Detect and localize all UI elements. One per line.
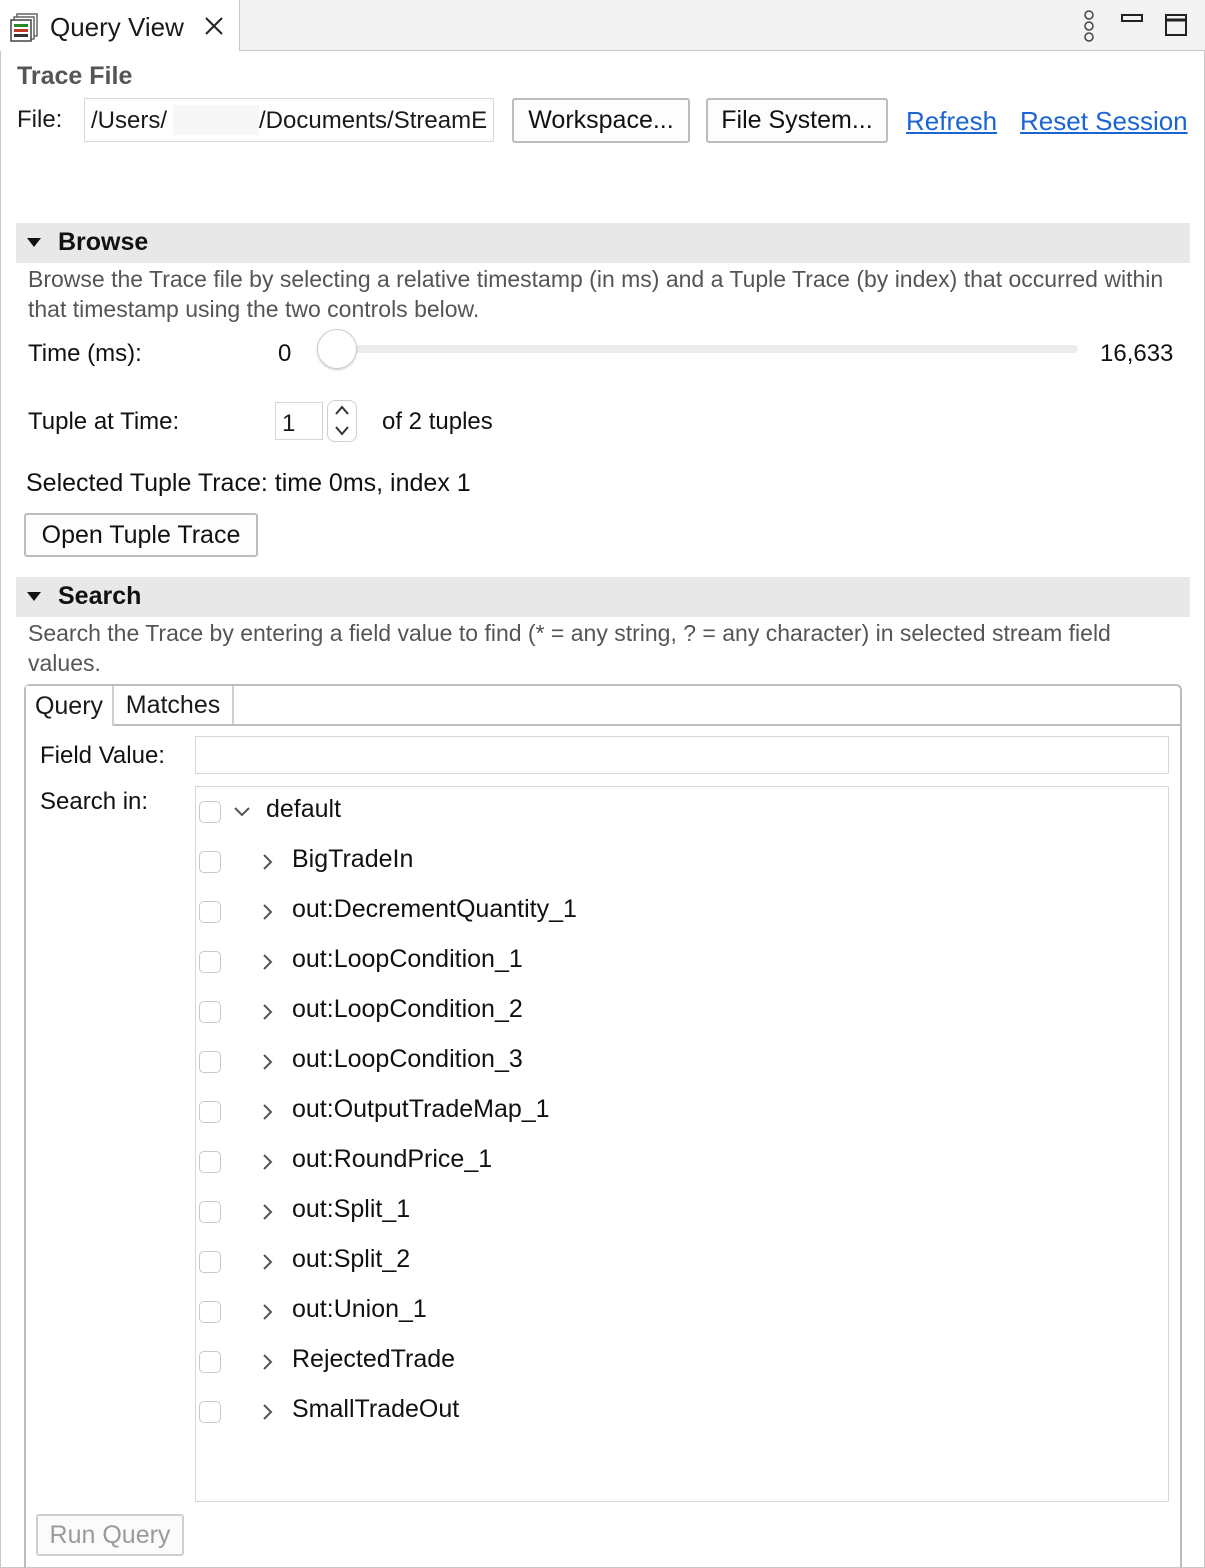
tuple-label: Tuple at Time:: [28, 408, 180, 435]
selected-tuple-text: Selected Tuple Trace: time 0ms, index 1: [26, 469, 471, 497]
tree-item[interactable]: [196, 1189, 1156, 1239]
tuple-index-input[interactable]: [275, 402, 323, 440]
tree-checkbox[interactable]: [199, 1101, 221, 1123]
search-section-header[interactable]: [16, 577, 1190, 617]
tree-item[interactable]: [196, 1039, 1156, 1089]
chevron-right-icon[interactable]: [258, 1102, 278, 1122]
tree-checkbox[interactable]: [199, 901, 221, 923]
close-icon[interactable]: [202, 14, 226, 38]
maximize-icon[interactable]: [1164, 13, 1188, 37]
tree-label: out:OutputTradeMap_1: [292, 1095, 550, 1123]
trace-file-heading: Trace File: [17, 62, 133, 90]
file-system-button[interactable]: File System...: [706, 98, 888, 143]
tree-item[interactable]: [196, 1139, 1156, 1189]
query-view-tab[interactable]: [0, 0, 240, 51]
tuple-index-stepper[interactable]: [327, 400, 357, 442]
tree-checkbox[interactable]: [199, 1251, 221, 1273]
field-value-label: Field Value:: [40, 742, 165, 769]
tree-checkbox[interactable]: [199, 1051, 221, 1073]
tree-label: RejectedTrade: [292, 1345, 456, 1373]
collapse-triangle-icon: [26, 591, 42, 603]
tree-checkbox[interactable]: [199, 1351, 221, 1373]
tree-label: out:LoopCondition_3: [292, 1045, 523, 1073]
browse-heading: Browse: [58, 228, 149, 256]
run-query-button[interactable]: Run Query: [36, 1514, 184, 1556]
time-min-value: 0: [278, 340, 292, 367]
time-label: Time (ms):: [28, 340, 142, 367]
tree-label: out:DecrementQuantity_1: [292, 895, 577, 923]
tree-item[interactable]: [196, 839, 1156, 889]
chevron-right-icon[interactable]: [258, 1252, 278, 1272]
time-slider-thumb[interactable]: [317, 329, 357, 369]
collapse-triangle-icon: [26, 237, 42, 249]
tree-label: BigTradeIn: [292, 845, 414, 873]
tree-item[interactable]: [196, 889, 1156, 939]
tree-label: out:Split_2: [292, 1245, 411, 1273]
tree-label: default: [266, 795, 342, 823]
chevron-right-icon[interactable]: [258, 1302, 278, 1322]
time-slider-track[interactable]: [318, 345, 1078, 353]
chevron-right-icon[interactable]: [258, 1052, 278, 1072]
tree-label: out:LoopCondition_2: [292, 995, 523, 1023]
tree-item[interactable]: [196, 989, 1156, 1039]
search-tab-row: [26, 686, 1180, 726]
tuple-index-value: 1: [282, 410, 296, 437]
tree-item[interactable]: [196, 1339, 1156, 1389]
tree-item[interactable]: [196, 1389, 1156, 1439]
search-heading: Search: [58, 582, 142, 610]
minimize-icon[interactable]: [1120, 10, 1144, 34]
workspace-button[interactable]: Workspace...: [512, 98, 690, 143]
tree-item[interactable]: [196, 1089, 1156, 1139]
stream-tree: [195, 786, 1169, 1502]
redacted-username: [173, 105, 259, 135]
file-path-suffix: /Documents/StreamE: [259, 107, 488, 134]
tree-checkbox[interactable]: [199, 1151, 221, 1173]
chevron-right-icon[interactable]: [258, 952, 278, 972]
tree-checkbox[interactable]: [199, 851, 221, 873]
tree-checkbox[interactable]: [199, 1301, 221, 1323]
chevron-right-icon[interactable]: [258, 1352, 278, 1372]
file-label: File:: [17, 106, 63, 133]
chevron-right-icon[interactable]: [258, 1202, 278, 1222]
chevron-right-icon[interactable]: [258, 902, 278, 922]
tree-checkbox[interactable]: [199, 1201, 221, 1223]
view-menu-icon[interactable]: [1078, 10, 1100, 42]
tree-item[interactable]: [196, 1289, 1156, 1339]
reset-session-link[interactable]: Reset Session: [1020, 106, 1188, 136]
tree-label: SmallTradeOut: [292, 1395, 460, 1423]
chevron-down-icon[interactable]: [334, 423, 350, 437]
tree-label: out:Split_1: [292, 1195, 411, 1223]
refresh-link[interactable]: Refresh: [906, 106, 998, 136]
tab-query[interactable]: Query: [26, 686, 114, 726]
chevron-right-icon[interactable]: [258, 1402, 278, 1422]
tree-checkbox[interactable]: [199, 801, 221, 823]
query-view-icon: [10, 12, 40, 42]
tree-root-default[interactable]: [196, 789, 1156, 839]
tree-label: out:RoundPrice_1: [292, 1145, 493, 1173]
tree-label: out:Union_1: [292, 1295, 427, 1323]
chevron-down-icon[interactable]: [232, 802, 252, 822]
chevron-right-icon[interactable]: [258, 852, 278, 872]
tuple-count-text: of 2 tuples: [382, 408, 493, 435]
browse-description: Browse the Trace file by selecting a relative timestamp (in ms) and a Tuple Trace (by index) that occurred within that timestamp using the two controls below.: [28, 266, 1164, 322]
search-in-label: Search in:: [40, 788, 149, 815]
file-path-prefix: /Users/: [91, 107, 168, 134]
search-description: Search the Trace by entering a field value to find (* = any string, ? = any character) in selected stream field values.: [28, 620, 1111, 676]
browse-section-header[interactable]: [16, 223, 1190, 263]
tree-checkbox[interactable]: [199, 951, 221, 973]
open-tuple-trace-button[interactable]: Open Tuple Trace: [24, 513, 258, 557]
time-max-value: 16,633: [1100, 340, 1174, 367]
tree-item[interactable]: [196, 1239, 1156, 1289]
tree-checkbox[interactable]: [199, 1401, 221, 1423]
tab-matches[interactable]: Matches: [114, 686, 234, 724]
view-tab-title: Query View: [50, 12, 184, 42]
tree-label: out:LoopCondition_1: [292, 945, 523, 973]
chevron-up-icon[interactable]: [334, 404, 350, 418]
tree-checkbox[interactable]: [199, 1001, 221, 1023]
field-value-input[interactable]: [195, 736, 1169, 774]
view-tab-bar: [0, 0, 1205, 51]
chevron-right-icon[interactable]: [258, 1002, 278, 1022]
chevron-right-icon[interactable]: [258, 1152, 278, 1172]
tree-item[interactable]: [196, 939, 1156, 989]
file-path-field[interactable]: [84, 98, 494, 142]
